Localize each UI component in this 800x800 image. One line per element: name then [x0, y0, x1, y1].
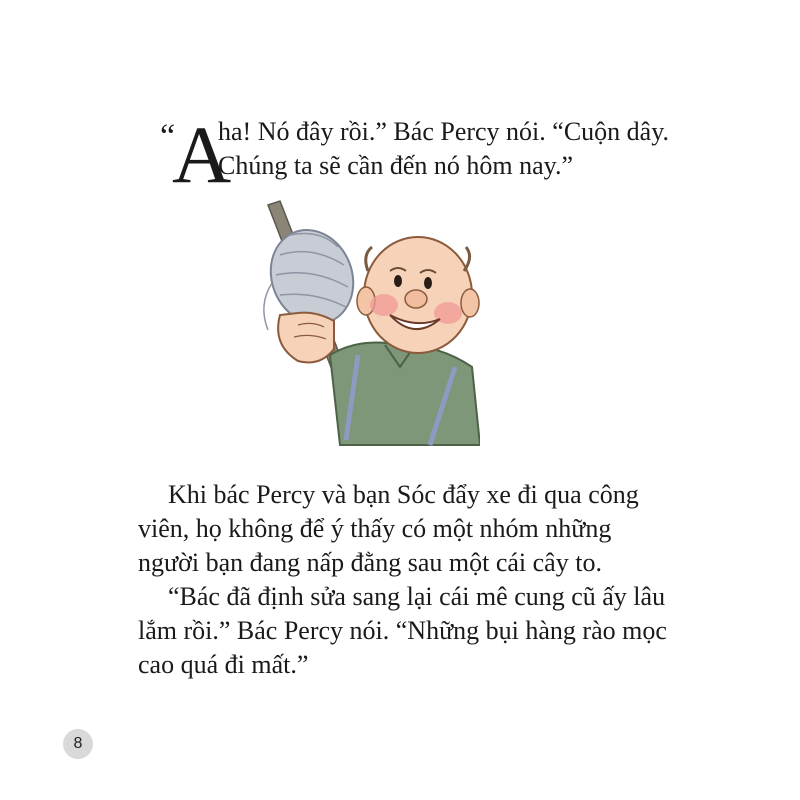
page-number-badge: 8 — [63, 729, 93, 759]
intro-line-1: ha! Nó đây rồi.” Bác Percy nói. “Cuộn dây. — [218, 117, 670, 146]
opening-quote-mark: “ — [160, 118, 176, 155]
body-paragraph — [138, 478, 678, 682]
body-line-2: viên, họ không để ý thấy có một nhóm những — [138, 514, 612, 543]
body-line-6: cao quá đi mất.” — [138, 650, 309, 679]
intro-line-2: Chúng ta sẽ cần đến nó hôm nay.” — [218, 151, 573, 180]
body-line-3: người bạn đang nấp đằng sau một cái cây to. — [138, 548, 602, 577]
body-line-5: lắm rồi.” Bác Percy nói. “Những bụi hàng rào mọc — [138, 616, 667, 645]
body-line-4: “Bác đã định sửa sang lại cái mê cung cũ ấy lâu — [168, 582, 666, 611]
drop-cap-letter: A — [172, 109, 232, 200]
body-line-1: Khi bác Percy và bạn Sóc đẩy xe đi qua công — [168, 480, 639, 509]
intro-paragraph — [160, 109, 680, 200]
uncle-percy-illustration — [250, 195, 480, 455]
